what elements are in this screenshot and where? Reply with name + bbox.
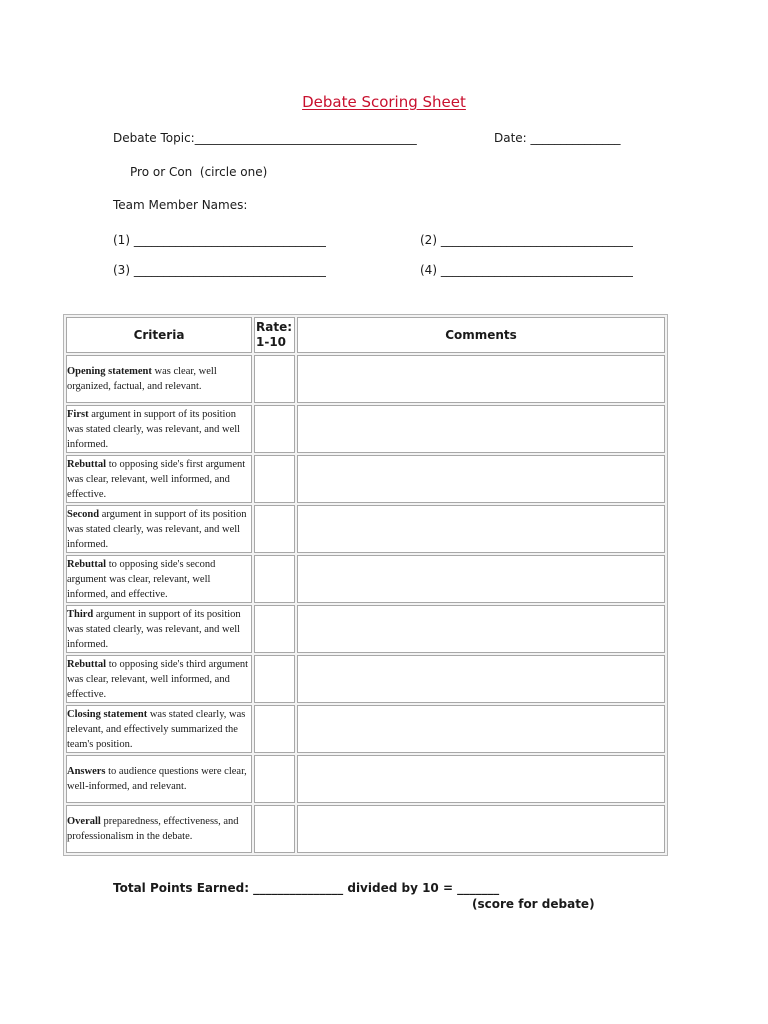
criteria-keyword: Rebuttal [67, 658, 107, 670]
comments-cell[interactable] [297, 755, 665, 803]
comments-cell[interactable] [297, 705, 665, 753]
table-row [66, 405, 665, 453]
criteria-keyword: Overall [67, 816, 101, 827]
criteria-description: to opposing side's first argument was clear, relevant, well informed, and effective. [67, 458, 246, 500]
criteria-cell [66, 605, 252, 653]
rate-cell[interactable] [254, 655, 295, 703]
criteria-description: argument in support of its position was stated clearly, was relevant, and well informed. [67, 608, 241, 650]
rate-cell[interactable] [254, 755, 295, 803]
criteria-keyword: Rebuttal [67, 558, 107, 570]
team-members-label: Team Member Names: [113, 198, 248, 212]
rate-cell[interactable] [254, 555, 295, 603]
rate-cell[interactable] [254, 455, 295, 503]
criteria-keyword: Second [67, 508, 100, 520]
table-header-row [66, 317, 665, 353]
comments-cell[interactable] [297, 355, 665, 403]
criteria-description: to opposing side's second argument was clear, relevant, well informed, and effective. [67, 558, 216, 600]
rate-header: Rate: 1-10 [254, 317, 295, 353]
member-2-line[interactable]: (2) ________________________________ [420, 233, 633, 247]
comments-cell[interactable] [297, 805, 665, 853]
criteria-cell [66, 805, 252, 853]
criteria-cell [66, 705, 252, 753]
rate-cell[interactable] [254, 505, 295, 553]
criteria-description: argument in support of its position was stated clearly, was relevant, and well informed. [67, 508, 247, 550]
table-row [66, 355, 665, 403]
table-row [66, 705, 665, 753]
table-row [66, 755, 665, 803]
comments-cell[interactable] [297, 605, 665, 653]
criteria-cell [66, 355, 252, 403]
comments-cell[interactable] [297, 455, 665, 503]
comments-cell[interactable] [297, 505, 665, 553]
comments-header: Comments [297, 317, 665, 353]
criteria-keyword: Closing statement [67, 708, 148, 720]
criteria-cell [66, 405, 252, 453]
page-title: Debate Scoring Sheet [302, 93, 466, 111]
member-1-line[interactable]: (1) ________________________________ [113, 233, 326, 247]
criteria-cell [66, 555, 252, 603]
table-row [66, 505, 665, 553]
criteria-description: was clear, well organized, factual, and relevant. [67, 366, 217, 392]
member-3-line[interactable]: (3) ________________________________ [113, 263, 326, 277]
scoring-table [63, 314, 668, 856]
comments-cell[interactable] [297, 555, 665, 603]
rate-cell[interactable] [254, 705, 295, 753]
criteria-keyword: Third [67, 608, 94, 620]
comments-cell[interactable] [297, 655, 665, 703]
debate-topic-line[interactable]: Debate Topic:_____________________________________ [113, 131, 417, 145]
table-row [66, 805, 665, 853]
criteria-cell [66, 755, 252, 803]
table-row [66, 605, 665, 653]
comments-cell[interactable] [297, 405, 665, 453]
rate-cell[interactable] [254, 405, 295, 453]
score-note: (score for debate) [472, 897, 595, 911]
criteria-cell [66, 505, 252, 553]
pro-con-line: Pro or Con (circle one) [130, 165, 268, 179]
rate-cell[interactable] [254, 355, 295, 403]
criteria-description: to audience questions were clear, well-informed, and relevant. [67, 766, 247, 792]
date-line[interactable]: Date: _______________ [494, 131, 621, 145]
criteria-description: argument in support of its position was stated clearly, was relevant, and well informed. [67, 408, 241, 450]
rate-cell[interactable] [254, 605, 295, 653]
criteria-cell [66, 655, 252, 703]
criteria-keyword: Answers [67, 766, 106, 777]
member-4-line[interactable]: (4) ________________________________ [420, 263, 633, 277]
table-row [66, 555, 665, 603]
criteria-header: Criteria [66, 317, 252, 353]
criteria-description: to opposing side's third argument was clear, relevant, well informed, and effective. [67, 658, 249, 700]
table-row [66, 455, 665, 503]
criteria-keyword: Opening statement [67, 366, 152, 377]
rate-cell[interactable] [254, 805, 295, 853]
table-row [66, 655, 665, 703]
criteria-cell [66, 455, 252, 503]
criteria-description: preparedness, effectiveness, and professionalism in the debate. [67, 816, 239, 842]
criteria-keyword: First [67, 408, 89, 420]
criteria-keyword: Rebuttal [67, 458, 107, 470]
criteria-description: was stated clearly, was relevant, and effectively summarized the team's position. [67, 708, 246, 750]
total-points-line[interactable]: Total Points Earned: _______________ divided by 10 = _______ [113, 881, 500, 895]
